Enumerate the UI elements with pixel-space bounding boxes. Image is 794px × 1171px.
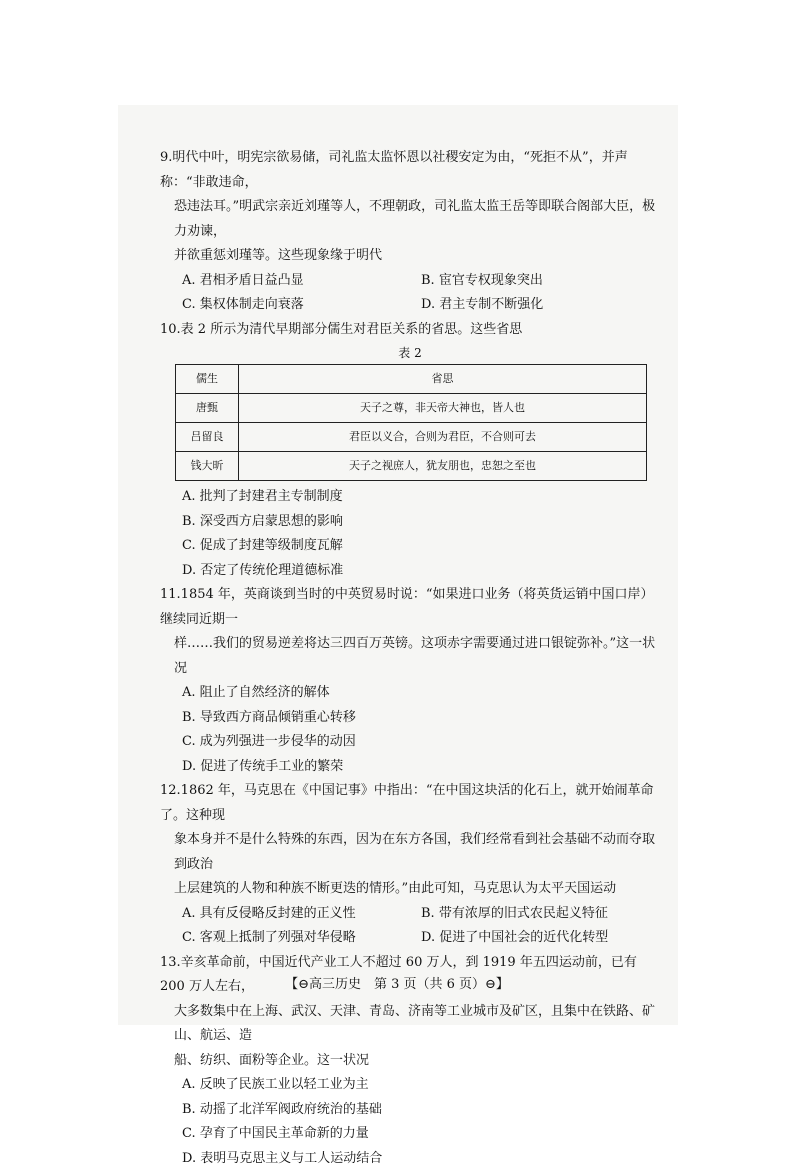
table-cell: 天子之视庶人，犹友朋也，忠恕之至也: [239, 452, 647, 481]
table-cell: 钱大昕: [176, 452, 239, 481]
question-stem: 船、纺织、面粉等企业。这一状况: [160, 1049, 660, 1074]
option-a: A. 批判了封建君主专制制度: [160, 485, 660, 510]
option-row: [160, 269, 660, 294]
option-a: A. 阻止了自然经济的解体: [160, 681, 660, 706]
table-wrapper: [160, 364, 660, 481]
question-stem: 13.辛亥革命前，中国近代产业工人不超过 60 万人，到 1919 年五四运动前，已有 200 万人左右，: [160, 951, 660, 1000]
option-d: D. 促进了传统手工业的繁荣: [160, 755, 660, 780]
table-header-row: [176, 365, 647, 394]
table-cell: 唐甄: [176, 394, 239, 423]
option-b: B. 深受西方启蒙思想的影响: [160, 510, 660, 535]
option-c: C. 孕育了中国民主革命新的力量: [160, 1122, 660, 1147]
option-d: D. 表明马克思主义与工人运动结合: [160, 1147, 660, 1171]
page-footer: 【⊖高三历史 第 3 页（共 6 页）⊖】: [0, 973, 794, 992]
option-d: D. 君主专制不断强化: [421, 293, 660, 318]
question-stem: 上层建筑的人物和种族不断更迭的情形。”由此可知，马克思认为太平天国运动: [160, 877, 660, 902]
option-row: [160, 902, 660, 927]
question-stem: 9.明代中叶，明宪宗欲易储，司礼监太监怀恩以社稷安定为由，“死拒不从”，并声称：“非敢违命，: [160, 146, 660, 195]
question-stem: 恐违法耳。”明武宗亲近刘瑾等人，不理朝政，司礼监太监王岳等即联合阁部大臣，极力劝谏，: [160, 195, 660, 244]
option-d: D. 促进了中国社会的近代化转型: [421, 926, 660, 951]
option-b: B. 导致西方商品倾销重心转移: [160, 706, 660, 731]
option-b: B. 宦官专权现象突出: [421, 269, 660, 294]
question-10: [160, 318, 660, 584]
question-stem: 象本身并不是什么特殊的东西，因为在东方各国，我们经常看到社会基础不动而夺取到政治: [160, 828, 660, 877]
table-caption: 表 2: [160, 342, 660, 364]
page-content: [160, 146, 660, 1171]
option-a: A. 具有反侵略反封建的正义性: [182, 902, 421, 927]
question-stem: 10.表 2 所示为清代早期部分儒生对君臣关系的省思。这些省思: [160, 318, 660, 343]
option-row: [160, 926, 660, 951]
option-c: C. 集权体制走向衰落: [182, 293, 421, 318]
question-12: [160, 779, 660, 951]
question-11: [160, 583, 660, 779]
reflection-table: [175, 364, 647, 481]
question-stem: 12.1862 年，马克思在《中国记事》中指出：“在中国这块活的化石上，就开始闹革命了。这种现: [160, 779, 660, 828]
question-stem: 11.1854 年，英商谈到当时的中英贸易时说：“如果进口业务（将英货运销中国口岸）继续同近期一: [160, 583, 660, 632]
table-cell: 天子之尊，非天帝大神也，皆人也: [239, 394, 647, 423]
option-c: C. 成为列强进一步侵华的动因: [160, 730, 660, 755]
option-a: A. 君相矛盾日益凸显: [182, 269, 421, 294]
question-stem: 大多数集中在上海、武汉、天津、青岛、济南等工业城市及矿区，且集中在铁路、矿山、航运、造: [160, 1000, 660, 1049]
table-row: [176, 423, 647, 452]
table-row: [176, 394, 647, 423]
table-row: [176, 452, 647, 481]
option-b: B. 带有浓厚的旧式农民起义特征: [421, 902, 660, 927]
table-header-cell: 儒生: [176, 365, 239, 394]
table-header-cell: 省思: [239, 365, 647, 394]
option-row: [160, 293, 660, 318]
option-c: C. 客观上抵制了列强对华侵略: [182, 926, 421, 951]
question-9: [160, 146, 660, 318]
option-d: D. 否定了传统伦理道德标准: [160, 559, 660, 584]
table-cell: 君臣以义合，合则为君臣，不合则可去: [239, 423, 647, 452]
option-b: B. 动摇了北洋军阀政府统治的基础: [160, 1098, 660, 1123]
option-c: C. 促成了封建等级制度瓦解: [160, 534, 660, 559]
question-stem: 并欲重惩刘瑾等。这些现象缘于明代: [160, 244, 660, 269]
table-cell: 吕留良: [176, 423, 239, 452]
option-a: A. 反映了民族工业以轻工业为主: [160, 1073, 660, 1098]
question-stem: 样……我们的贸易逆差将达三四百万英镑。这项赤字需要通过进口银锭弥补。”这一状况: [160, 632, 660, 681]
